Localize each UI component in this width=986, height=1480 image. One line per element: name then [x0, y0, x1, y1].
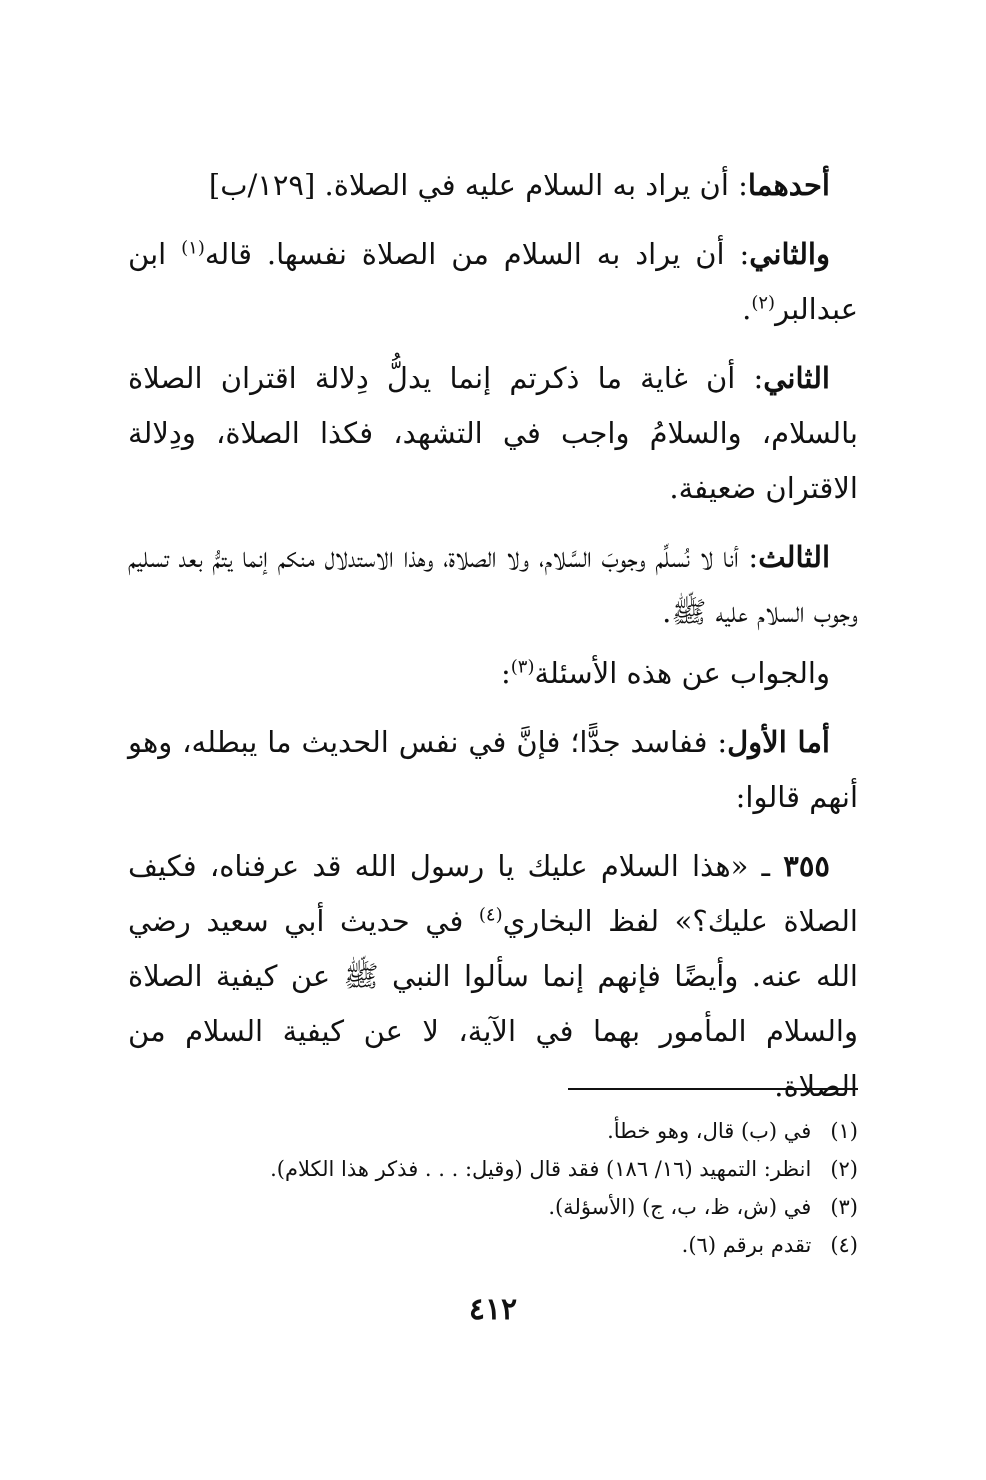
paragraph-lead: الثالث	[758, 540, 830, 574]
footnote-text: انظر: التمهيد (١٦/ ١٨٦) فقد قال (وقيل: . . . فذكر هذا الكلام).	[270, 1157, 812, 1181]
page-number: ٤١٢	[468, 1292, 518, 1327]
footnote-number: (٤)	[830, 1233, 858, 1257]
footnote-marker: (٢)	[751, 292, 776, 314]
paragraph-first	[128, 158, 858, 213]
footnote-text: في (ب) قال، وهو خطأ.	[607, 1119, 812, 1143]
paragraph-text: : أنا لا نُسلِّم وجوبَ السَّلام، ولا الصلاة، وهذا الاستدلال منكم إنما يتمُّ بعد تسليم وجوب السلام عليه ﷺ.	[128, 540, 858, 629]
footnote-marker: (٤)	[478, 904, 503, 926]
footnotes	[128, 1112, 858, 1264]
paragraph-text: ـ «هذا السلام عليك يا رسول الله قد عرفناه، فكيف الصلاة عليك؟» لفظ البخاري	[128, 849, 858, 938]
footnote-item	[128, 1188, 858, 1226]
footnote-separator	[568, 1088, 858, 1090]
footnote-item	[128, 1112, 858, 1150]
paragraph-lead: والثاني	[749, 237, 830, 271]
footnote-number: (٣)	[830, 1195, 858, 1219]
footnote-number: (٢)	[830, 1157, 858, 1181]
paragraph-lead: الثاني	[763, 361, 830, 395]
paragraph-text: .	[742, 292, 752, 326]
paragraph-answer-intro	[128, 646, 858, 701]
footnote-item	[128, 1226, 858, 1264]
paragraph-hadith-355	[128, 839, 858, 1114]
paragraph-text: في حديث أبي سعيد رضي الله عنه. وأيضًا فإنهم إنما سألوا النبي ﷺ عن كيفية الصلاة والسلام المأمور بهما في الآية، لا عن كيفية السلام من الصلاة.	[128, 904, 858, 1103]
footnote-text: تقدم برقم (٦).	[681, 1233, 812, 1257]
paragraph-text: ابن عبدالبر	[128, 237, 858, 326]
paragraph-answer-one	[128, 715, 858, 825]
paragraph-objection-two	[128, 351, 858, 516]
paragraph-text: : أن يراد به السلام عليه في الصلاة. [١٢٩/ب]	[208, 168, 748, 202]
paragraph-lead: أحدهما	[747, 168, 830, 202]
paragraph-text: : أن يراد به السلام من الصلاة نفسها. قاله	[204, 237, 750, 271]
footnote-marker: (١)	[181, 237, 205, 259]
paragraph-text: والجواب عن هذه الأسئلة	[534, 656, 830, 690]
footnote-item	[128, 1150, 858, 1188]
hadith-number: ٣٥٥	[783, 849, 830, 883]
paragraph-text: : أن غاية ما ذكرتم إنما يدلُّ دِلالة اقتران الصلاة بالسلام، والسلامُ واجب في التشهد، فكذا الصلاة، ودِلالة الاقتران ضعيفة.	[128, 361, 858, 505]
paragraph-text: :	[500, 656, 511, 690]
paragraph-text: : ففاسد جدًّا؛ فإنَّ في نفس الحديث ما يبطله، وهو أنهم قالوا:	[128, 725, 858, 814]
footnote-text: في (ش، ظ، ب، ج) (الأسؤلة).	[548, 1195, 812, 1219]
paragraph-second	[128, 227, 858, 337]
paragraph-objection-three	[128, 530, 858, 640]
paragraph-lead: أما الأول	[727, 725, 830, 759]
footnote-marker: (٣)	[510, 656, 535, 678]
main-text	[128, 158, 858, 1128]
footnote-number: (١)	[830, 1119, 858, 1143]
